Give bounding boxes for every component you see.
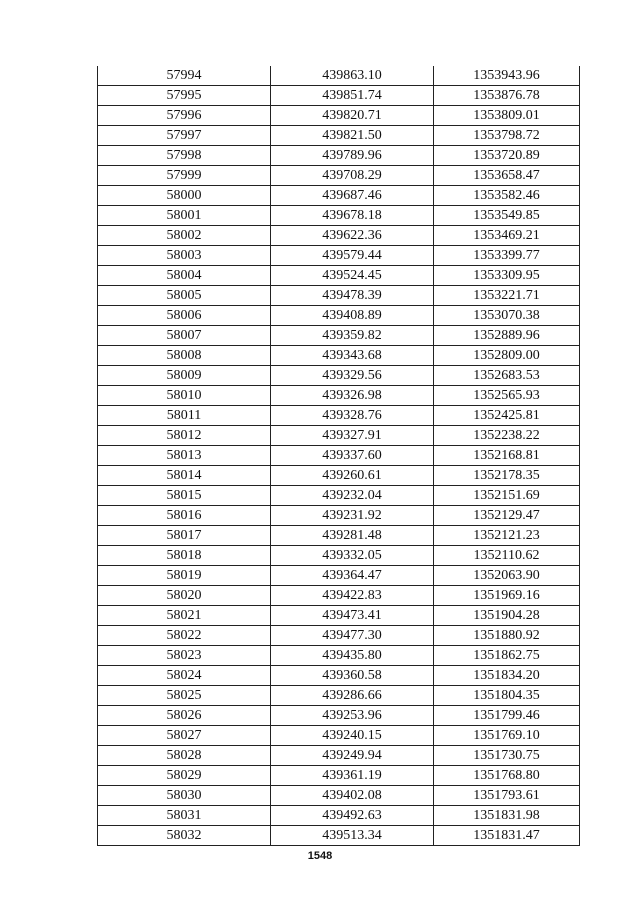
x-coordinate-cell: 439435.80 (271, 646, 434, 666)
x-coordinate-cell: 439478.39 (271, 286, 434, 306)
point-id-cell: 58010 (98, 386, 271, 406)
table-row (98, 66, 580, 86)
y-coordinate-cell: 1352565.93 (434, 386, 580, 406)
x-coordinate-cell: 439343.68 (271, 346, 434, 366)
table-row (98, 206, 580, 226)
y-coordinate-cell: 1353943.96 (434, 66, 580, 86)
point-id-cell: 58000 (98, 186, 271, 206)
y-coordinate-cell: 1351904.28 (434, 606, 580, 626)
y-coordinate-cell: 1353469.21 (434, 226, 580, 246)
point-id-cell: 58005 (98, 286, 271, 306)
table-row (98, 246, 580, 266)
table-row (98, 686, 580, 706)
y-coordinate-cell: 1353809.01 (434, 106, 580, 126)
x-coordinate-cell: 439231.92 (271, 506, 434, 526)
point-id-cell: 58023 (98, 646, 271, 666)
table-row (98, 446, 580, 466)
y-coordinate-cell: 1352121.23 (434, 526, 580, 546)
table-row (98, 326, 580, 346)
x-coordinate-cell: 439863.10 (271, 66, 434, 86)
y-coordinate-cell: 1353221.71 (434, 286, 580, 306)
point-id-cell: 58004 (98, 266, 271, 286)
coordinate-table-body (98, 66, 580, 846)
x-coordinate-cell: 439492.63 (271, 806, 434, 826)
x-coordinate-cell: 439328.76 (271, 406, 434, 426)
x-coordinate-cell: 439789.96 (271, 146, 434, 166)
y-coordinate-cell: 1352129.47 (434, 506, 580, 526)
point-id-cell: 58021 (98, 606, 271, 626)
point-id-cell: 58017 (98, 526, 271, 546)
table-row (98, 666, 580, 686)
point-id-cell: 58012 (98, 426, 271, 446)
point-id-cell: 58027 (98, 726, 271, 746)
point-id-cell: 58002 (98, 226, 271, 246)
point-id-cell: 58018 (98, 546, 271, 566)
point-id-cell: 58003 (98, 246, 271, 266)
table-row (98, 126, 580, 146)
table-row (98, 646, 580, 666)
x-coordinate-cell: 439240.15 (271, 726, 434, 746)
y-coordinate-cell: 1351730.75 (434, 746, 580, 766)
table-row (98, 186, 580, 206)
x-coordinate-cell: 439820.71 (271, 106, 434, 126)
y-coordinate-cell: 1351769.10 (434, 726, 580, 746)
y-coordinate-cell: 1352238.22 (434, 426, 580, 446)
point-id-cell: 58028 (98, 746, 271, 766)
x-coordinate-cell: 439249.94 (271, 746, 434, 766)
y-coordinate-cell: 1351880.92 (434, 626, 580, 646)
table-row (98, 366, 580, 386)
y-coordinate-cell: 1352178.35 (434, 466, 580, 486)
table-row (98, 586, 580, 606)
x-coordinate-cell: 439359.82 (271, 326, 434, 346)
table-row (98, 226, 580, 246)
table-row (98, 506, 580, 526)
table-row (98, 546, 580, 566)
x-coordinate-cell: 439622.36 (271, 226, 434, 246)
y-coordinate-cell: 1353720.89 (434, 146, 580, 166)
y-coordinate-cell: 1353582.46 (434, 186, 580, 206)
x-coordinate-cell: 439422.83 (271, 586, 434, 606)
point-id-cell: 57997 (98, 126, 271, 146)
y-coordinate-cell: 1351831.47 (434, 826, 580, 846)
x-coordinate-cell: 439361.19 (271, 766, 434, 786)
point-id-cell: 58016 (98, 506, 271, 526)
y-coordinate-cell: 1353070.38 (434, 306, 580, 326)
table-row (98, 626, 580, 646)
table-row (98, 306, 580, 326)
point-id-cell: 58006 (98, 306, 271, 326)
x-coordinate-cell: 439687.46 (271, 186, 434, 206)
y-coordinate-cell: 1353658.47 (434, 166, 580, 186)
x-coordinate-cell: 439253.96 (271, 706, 434, 726)
y-coordinate-cell: 1353876.78 (434, 86, 580, 106)
x-coordinate-cell: 439332.05 (271, 546, 434, 566)
point-id-cell: 58029 (98, 766, 271, 786)
point-id-cell: 57996 (98, 106, 271, 126)
x-coordinate-cell: 439360.58 (271, 666, 434, 686)
y-coordinate-cell: 1353798.72 (434, 126, 580, 146)
y-coordinate-cell: 1352168.81 (434, 446, 580, 466)
table-row (98, 826, 580, 846)
table-row (98, 526, 580, 546)
table-row (98, 86, 580, 106)
table-row (98, 786, 580, 806)
y-coordinate-cell: 1351793.61 (434, 786, 580, 806)
x-coordinate-cell: 439513.34 (271, 826, 434, 846)
y-coordinate-cell: 1352683.53 (434, 366, 580, 386)
point-id-cell: 58019 (98, 566, 271, 586)
point-id-cell: 58011 (98, 406, 271, 426)
point-id-cell: 58001 (98, 206, 271, 226)
table-row (98, 746, 580, 766)
x-coordinate-cell: 439579.44 (271, 246, 434, 266)
x-coordinate-cell: 439364.47 (271, 566, 434, 586)
point-id-cell: 58015 (98, 486, 271, 506)
point-id-cell: 58009 (98, 366, 271, 386)
y-coordinate-cell: 1353399.77 (434, 246, 580, 266)
y-coordinate-cell: 1352889.96 (434, 326, 580, 346)
table-row (98, 606, 580, 626)
y-coordinate-cell: 1352809.00 (434, 346, 580, 366)
table-row (98, 286, 580, 306)
point-id-cell: 58013 (98, 446, 271, 466)
table-row (98, 426, 580, 446)
y-coordinate-cell: 1352425.81 (434, 406, 580, 426)
table-row (98, 486, 580, 506)
y-coordinate-cell: 1351969.16 (434, 586, 580, 606)
x-coordinate-cell: 439402.08 (271, 786, 434, 806)
point-id-cell: 58020 (98, 586, 271, 606)
x-coordinate-cell: 439329.56 (271, 366, 434, 386)
point-id-cell: 58032 (98, 826, 271, 846)
table-row (98, 106, 580, 126)
x-coordinate-cell: 439524.45 (271, 266, 434, 286)
y-coordinate-cell: 1351834.20 (434, 666, 580, 686)
table-row (98, 386, 580, 406)
point-id-cell: 57999 (98, 166, 271, 186)
x-coordinate-cell: 439326.98 (271, 386, 434, 406)
y-coordinate-cell: 1353549.85 (434, 206, 580, 226)
y-coordinate-cell: 1352110.62 (434, 546, 580, 566)
point-id-cell: 57995 (98, 86, 271, 106)
page-number: 1548 (307, 850, 333, 862)
point-id-cell: 58024 (98, 666, 271, 686)
point-id-cell: 57998 (98, 146, 271, 166)
point-id-cell: 58022 (98, 626, 271, 646)
table-row (98, 146, 580, 166)
y-coordinate-cell: 1351862.75 (434, 646, 580, 666)
point-id-cell: 58025 (98, 686, 271, 706)
x-coordinate-cell: 439678.18 (271, 206, 434, 226)
table-row (98, 466, 580, 486)
y-coordinate-cell: 1351831.98 (434, 806, 580, 826)
x-coordinate-cell: 439286.66 (271, 686, 434, 706)
x-coordinate-cell: 439851.74 (271, 86, 434, 106)
point-id-cell: 58008 (98, 346, 271, 366)
table-row (98, 266, 580, 286)
x-coordinate-cell: 439281.48 (271, 526, 434, 546)
y-coordinate-cell: 1351799.46 (434, 706, 580, 726)
x-coordinate-cell: 439821.50 (271, 126, 434, 146)
point-id-cell: 57994 (98, 66, 271, 86)
table-row (98, 566, 580, 586)
y-coordinate-cell: 1351768.80 (434, 766, 580, 786)
table-row (98, 766, 580, 786)
x-coordinate-cell: 439337.60 (271, 446, 434, 466)
x-coordinate-cell: 439477.30 (271, 626, 434, 646)
y-coordinate-cell: 1353309.95 (434, 266, 580, 286)
table-row (98, 346, 580, 366)
table-row (98, 806, 580, 826)
table-row (98, 166, 580, 186)
x-coordinate-cell: 439327.91 (271, 426, 434, 446)
x-coordinate-cell: 439708.29 (271, 166, 434, 186)
coordinate-table (97, 66, 580, 846)
x-coordinate-cell: 439473.41 (271, 606, 434, 626)
y-coordinate-cell: 1352151.69 (434, 486, 580, 506)
x-coordinate-cell: 439232.04 (271, 486, 434, 506)
point-id-cell: 58014 (98, 466, 271, 486)
table-row (98, 406, 580, 426)
x-coordinate-cell: 439260.61 (271, 466, 434, 486)
point-id-cell: 58007 (98, 326, 271, 346)
table-row (98, 726, 580, 746)
point-id-cell: 58031 (98, 806, 271, 826)
table-row (98, 706, 580, 726)
x-coordinate-cell: 439408.89 (271, 306, 434, 326)
y-coordinate-cell: 1351804.35 (434, 686, 580, 706)
y-coordinate-cell: 1352063.90 (434, 566, 580, 586)
point-id-cell: 58030 (98, 786, 271, 806)
point-id-cell: 58026 (98, 706, 271, 726)
